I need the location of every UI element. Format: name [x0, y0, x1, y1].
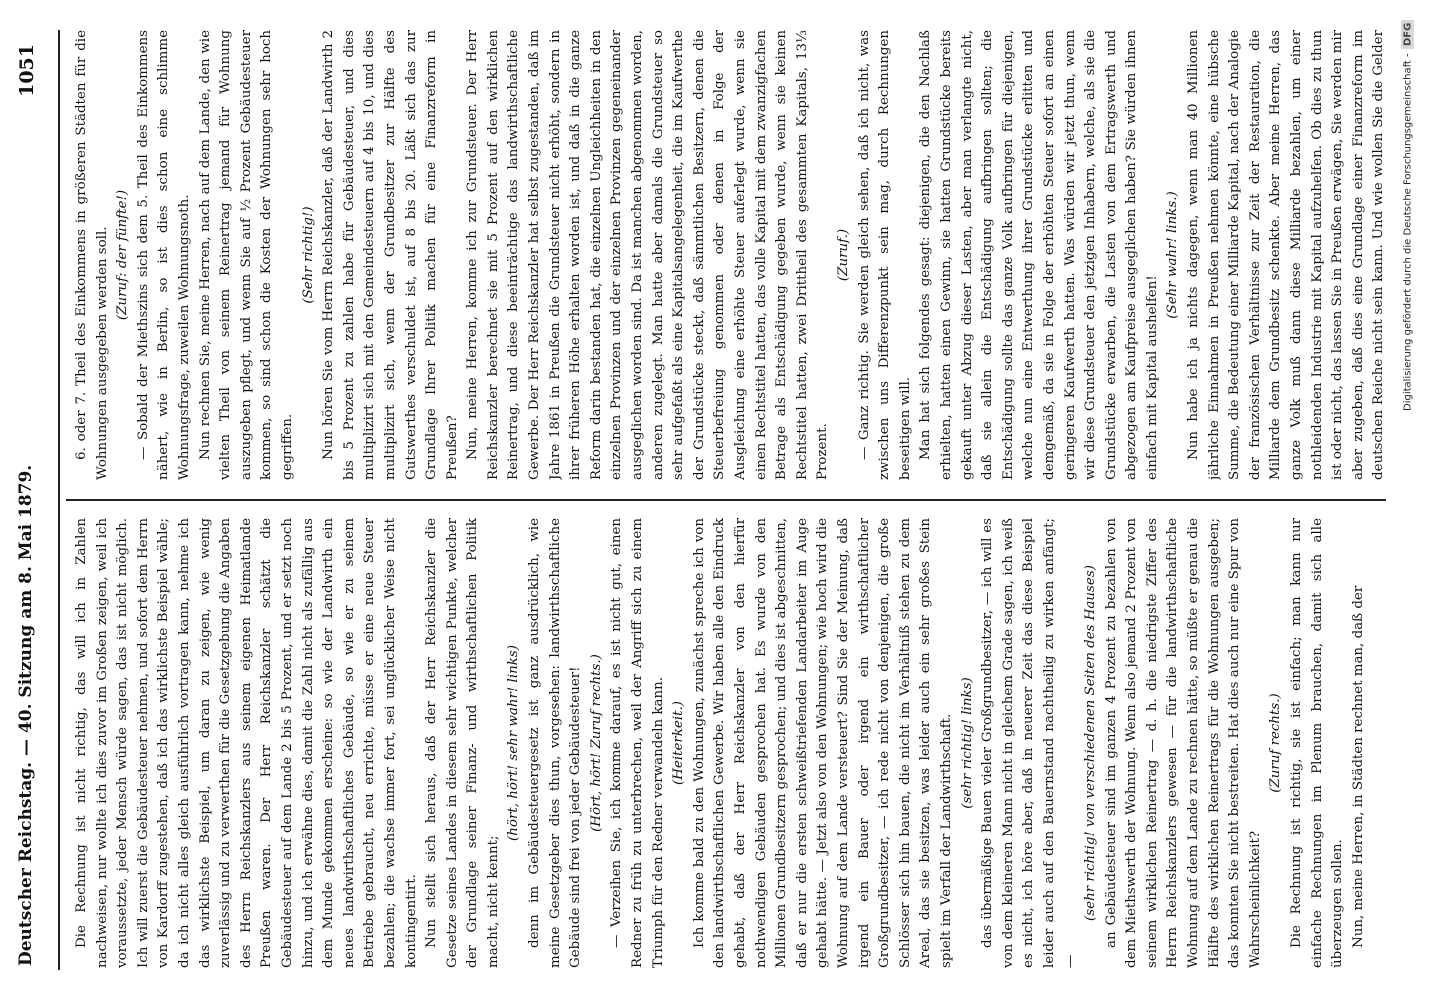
interjection: (Zuruf rechts.) [1268, 693, 1284, 793]
credit-text: Digitalisierung gefördert durch die Deutsche Forschungsgemeinschaft - [1402, 53, 1414, 411]
paragraph: Nun hören Sie vom Herrn Reichskanzler, daß der Landwirth 2 bis 5 Prozent zu zahlen habe für Gebäudesteuer, und dies multiplizirt sich mit den Gemeindesteuern auf 4 bis 10, und dies multiplizirt sich, wenn der Grundbesitzer zur Hälfte des Gutswerthes verschuldet ist, auf 8 bis 20. Läßt sich das zur Grundlage Ihrer Politik machen für eine Finanzreform in Preußen? [321, 30, 460, 480]
interjection: (Sehr wahr! links.) [1165, 191, 1181, 319]
paragraph: Die Rechnung ist richtig, sie ist einfach; man kann nur einfache Rechnungen im Plenum brauchen, damit sich alle überzeugen sollen. [1289, 518, 1346, 968]
interjection: (Sehr richtig!) [300, 206, 316, 304]
page-number: 1051 [16, 44, 38, 97]
paragraph: 6. oder 7. Theil des Einkommens in größeren Städten für die Wohnungen ausgegeben werden soll. [74, 30, 110, 480]
paragraph: denn im Gebäudesteuergesetz ist ganz ausdrücklich, wie meine Gesetzgeber dies thun, vorgesehen: landwirthschaftliche Gebäude sind frei von jeder Gebäudesteuer! [527, 518, 584, 968]
running-header: Deutscher Reichstag. — 40. Sitzung am 8. Mai 1879. [16, 464, 36, 966]
paragraph: an Gebäudesteuer sind im ganzen 4 Prozent zu bezahlen von dem Miethswerth der Wohnung. Wenn also jemand 2 Prozent von seinem wirklichen Reinertrag — d. h. die niedrigste Ziffer des Herrn Reichskanzlers gewesen — für die landwirthschaftliche Wohnung auf dem Lande zu rechnen hätte, so müßte er genau die Hälfte des wirklichen Reinertrags für die Wohnungen ausgeben; das konnten Sie nicht bestreiten. Hat dies auch nur eine Spur von Wahrscheinlichkeit? [1103, 518, 1263, 968]
interjection: (Zuruf.) [835, 228, 851, 282]
interjection: (sehr richtig! links) [959, 677, 975, 809]
paragraph: — Verzeihen Sie, ich komme darauf, es ist nicht gut, einen Redner zu früh zu unterbrechen, weil der Angriff sich zu einem Triumph für den Redner verwandeln kann. [609, 518, 666, 968]
header-rule [58, 30, 60, 970]
interjection: (hört, hört! sehr wahr! links) [506, 645, 522, 841]
paragraph: Ich komme bald zu den Wohnungen, zunächst spreche ich von den landwirthschaftlichen Gewerbe. Wir haben alle den Eindruck gehabt, daß der Herr Reichskanzler von den hierfür nothwendigen Gebäuden gesprochen hat. Es wurde von den Millionen Grundbesitzern gesprochen; und dies ist abgeschnitten, daß er nur die ersten schweißtriefenden Landarbeiter im Auge gehabt hätte. — Jetzt also von den Wohnungen; wie hoch wird die Wohnung auf dem Lande versteuert? Sind Sie der Meinung, daß irgend ein Bauer oder irgend ein wirthschaftlicher Großgrundbesitzer, — ich rede nicht von denjenigen, die große Schlösser sich hin bauen, die nicht im Verhältniß stehen zu dem Areal, das sie besitzen, was leider auch ein sehr großes Stein spielt im Verfall der Landwirthschaft. [691, 518, 954, 968]
paragraph: Nun habe ich ja nichts dagegen, wenn man 40 Millionen jährliche Einnahmen in Preußen nehmen könnte, eine hübsche Summe, die Bedeutung einer Milliarde Kapital, nach der Analogie der französischen Verhältnisse zur Zeit der Restauration, die Milliarde dem Grundbesitz schenkte. Aber meine Herren, das ganze Volk muß dann diese Milliarde bezahlen, um einer nothleidenden Industrie mit Kapital aufzuhelfen. Ob dies zu thun ist oder nicht, das lassen Sie in Preußen erwägen, Sie werden mir aber zugeben, daß dies eine Grundlage einer Finanzreform im deutschen Reiche nicht sein kann. Und wie wollen Sie die Gelder [1186, 30, 1387, 480]
interjection: (Zuruf: der fünfte!) [115, 189, 131, 321]
paragraph: Nun, meine Herren, komme ich zur Grundsteuer. Der Herr Reichskanzler berechnet sie mit 5 Prozent auf den wirklichen Reinertrag, und diese beeinträchtige das landwirthschaftliche Gewerbe. Der Herr Reichskanzler hat selbst zugestanden, daß im Jahre 1861 in Preußen die Grundsteuer nicht erhöht, sondern in ihrer früheren Höhe erhalten worden ist, und daß in die ganze Reform darin bestanden hat, die einzelnen Ungleichheiten in den einzelnen Provinzen und der einzelnen Provinzen gegeneinander ausgeglichen worden sind. Da ist manchen abgenommen worden, anderen zugelegt. Man hatte aber damals die Grundsteuer so sehr aufgefaßt als eine Kapitalsangelegenheit, die im Kaufwerthe der Grundstücke steckt, daß sämmtlichen Besitzern, denen die Steuerbefreiung genommen oder denen in Folge der Ausgleichung eine erhöhte Steuer auferlegt wurde, wenn sie einen Rechtstitel hatten, das volle Kapital mit dem zwanzigfachen Betrage als Entschädigung gegeben wurde, wenn sie keinen Rechtstitel hatten, zwei Drittheil des gesammten Kapitals, 13⅓ Prozent. [465, 30, 831, 480]
digitization-credit [1398, 20, 1418, 980]
paragraph: Nun stellt sich heraus, daß der Herr Reichskanzler die Gesetze seines Landes in diesem sehr wichtigen Punkte, welcher der Grundlage seiner Finanz- und wirthschaftlichen Politik macht, nicht kennt; [424, 518, 501, 968]
paragraph: Nun, meine Herren, in Städten rechnet man, daß der [1350, 585, 1366, 948]
paragraph: Die Rechnung ist nicht richtig, das will ich in Zahlen nachweisen, nur wollte ich dies zuvor im Großen zeigen, weil ich voraussetzte, jeder Mensch würde sagen, das ist nicht möglich. Ich will zuerst die Gebäudesteuer nehmen, und sofort dem Herrn von Kardorff zugestehen, daß ich das wirklichste Beispiel wähle; da ich nicht alles gleich ausführlich vortragen kann, nehme ich das wirklichste Beispiel, um daran zu zeigen, wie wenig zuverlässig und zu verwerthen für die Gesetzgebung die Angaben des Herrn Reichskanzlers aus seinem eigenen Heimatlande Preußen waren. Der Herr Reichskanzler schätzt die Gebäudesteuer auf dem Lande 2 bis 5 Prozent, und er setzt noch hinzu, und ich erwähne dies, damit die Zahl nicht als zufällig aus dem Munde gekommen erscheine: so wie der Landwirth ein neues landwirthschaftliches Gebäude, so wie er zu seinem Betriebe gebraucht, neu errichte, müsse er eine neue Steuer bezahlen; die wachse immer fort, sei unglücklicher Weise nicht kontingentirt. [74, 518, 419, 968]
interjection: (sehr richtig! von verschiedenen Seiten des Hauses) [1083, 565, 1099, 921]
text-column-right [72, 30, 1392, 480]
interjection: (Heiterkeit.) [671, 701, 687, 785]
paragraph: das übermäßige Bauen vieler Großgrundbesitzer, — ich will es von dem kleineren Mann nicht in gleichem Grade sagen, ich weiß es nicht, ich höre aber, daß in neuerer Zeit das diese Beispiel leider auch auf den Bauernstand nachtheilig zu wirken anfängt; — [980, 518, 1078, 968]
paragraph: Man hat sich folgendes gesagt: diejenigen, die den Nachlaß erhielten, hatten einen Gewinn, sie hatten Grundstücke bereits gekauft unter Abzug dieser Lasten, aber man verlangte nicht, daß sie allein die Entschädigung aufbringen sollten; die Entschädigung sollte das ganze Volk aufbringen für diejenigen, welche nun eine Entwerthung ihrer Grundstücke erlitten und demgemäß, da sie in Folge der erhöhten Steuer sofort an einen geringeren Kaufwerth hatten. Was würden wir jetzt thun, wenn wir diese Grundsteuer den jetzigen Inhabern, welche, als sie die Grundstücke erwarben, die Lasten von dem Ertragswerth und abgezogen am Kaufpreise ausgeglichen haben? Sie würden ihnen einfach mit Kapital aushelfen! [918, 30, 1160, 480]
dfg-logo-badge: DFG [1402, 20, 1415, 49]
paragraph: — Ganz richtig. Sie werden gleich sehen, daß ich nicht, was zwischen uns Differenzpunkt sein mag, durch Rechnungen beseitigen will. [856, 30, 913, 480]
text-column-left [72, 518, 1392, 968]
paragraph: — Sobald der Miethszins sich dem 5. Theil des Einkommens nähert, wie in Berlin, so ist dies schon eine schlimme Wohnungsfrage, zuweilen Wohnungsnoth. [135, 30, 192, 480]
column-divider [66, 499, 1386, 501]
paragraph: Nun rechnen Sie, meine Herren, nach auf dem Lande, den wie vielten Theil von seinem Reinertrag jemand für Wohnung auszugeben pflegt, und wenn Sie auf ½ Prozent Gebäudesteuer kommen, so sind schon die Kosten der Wohnungen sehr hoch gegriffen. [197, 30, 295, 480]
interjection: (Hört, hört! Zuruf rechts.) [588, 654, 604, 832]
